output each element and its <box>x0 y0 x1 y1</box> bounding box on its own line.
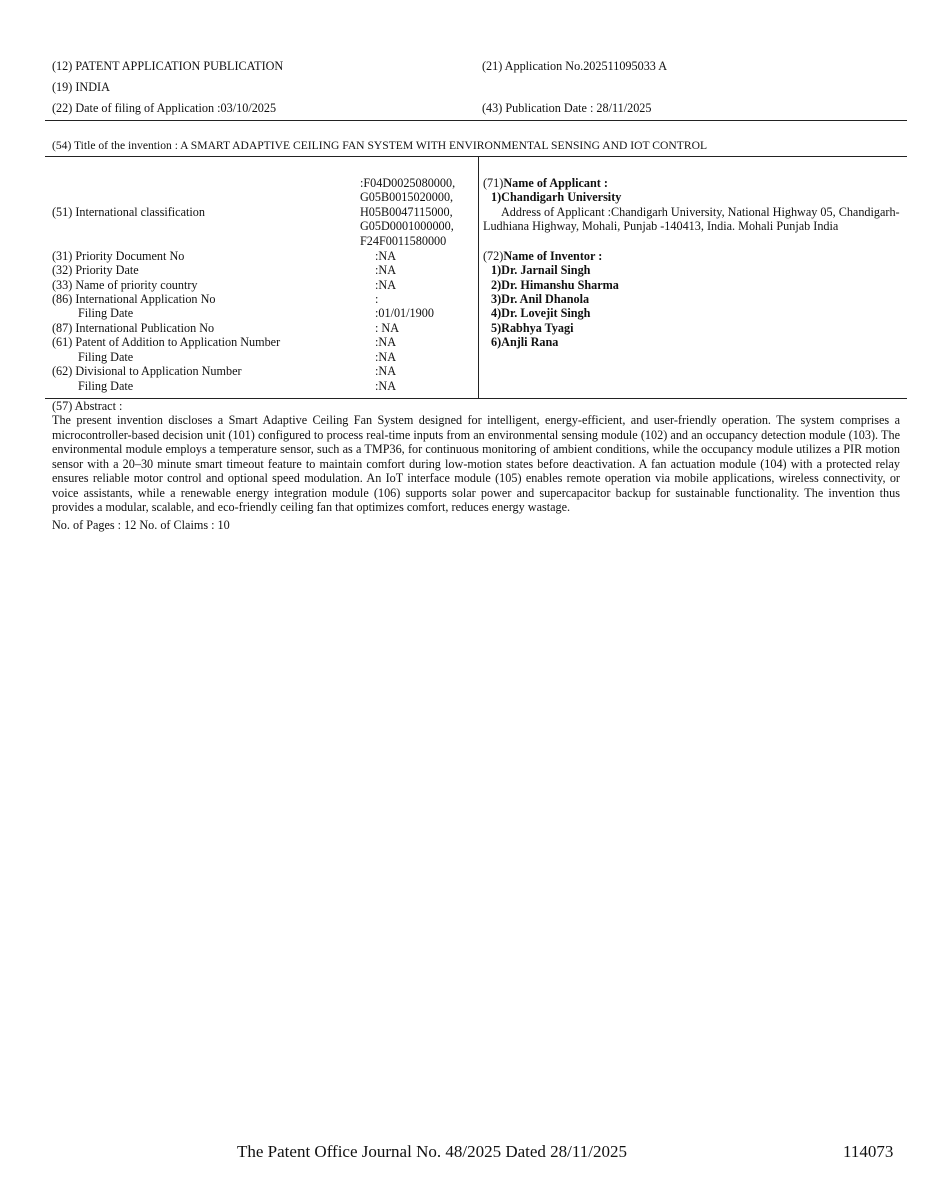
inventor-name: 1)Dr. Jarnail Singh <box>491 263 591 277</box>
abstract-text: The present invention discloses a Smart Adaptive Ceiling Fan System designed for intelligent, energy-efficient, and user-friendly operation. The system comprises a microcontroller-based decision unit (101) configured to process real-time inputs from an environmental sensing module (102) and an occupancy detection module (103). The environmental module employs a temperature sensor, such as a TMP36, for continuous monitoring of ambient conditions, while the occupancy module utilizes a PIR motion sensor with a 20–30 minute smart timeout feature to maintain comfort during low-motion states before deactivation. A fan actuation module (104) with a protected relay ensures reliable motor control and optional speed modulation. An IoT interface module (105) enables remote operation via mobile applications, wireless connectivity, or voice assistants, while a renewable energy integration module (106) supports solar power and supercapacitor backup for sustainable functionality. The invention thus provides a modular, scalable, and eco-friendly ceiling fan that optimizes comfort, reduces energy wastage. <box>52 413 900 514</box>
field-label: (86) International Application No <box>52 292 216 306</box>
application-number: (21) Application No.202511095033 A <box>482 59 668 73</box>
field-value: :NA <box>375 379 396 393</box>
classification-value: F24F0011580000 <box>360 234 447 248</box>
field-value: : NA <box>375 321 400 335</box>
field-value: :NA <box>375 350 396 364</box>
field-label: Filing Date <box>78 306 134 320</box>
filing-date: (22) Date of filing of Application :03/10/2025 <box>52 101 277 115</box>
field-label: (31) Priority Document No <box>52 249 185 263</box>
inventor-name: 3)Dr. Anil Dhanola <box>491 292 590 306</box>
applicant-heading <box>483 176 913 190</box>
divider-bottom <box>45 398 907 399</box>
inventor-name: 2)Dr. Himanshu Sharma <box>491 278 619 292</box>
applicant-address: Address of Applicant :Chandigarh University, National Highway 05, Chandigarh-Ludhiana Highway, Mohali, Punjab -140413, India. Mohali Punjab India <box>483 205 900 234</box>
classification-label: (51) International classification <box>52 205 205 219</box>
applicant-code: (71) <box>483 176 504 190</box>
inventor-name: 5)Rabhya Tyagi <box>491 321 574 335</box>
applicant-name: 1)Chandigarh University <box>491 190 622 204</box>
field-value: :NA <box>375 278 396 292</box>
field-label: (32) Priority Date <box>52 263 139 277</box>
publication-type: (12) PATENT APPLICATION PUBLICATION <box>52 59 284 73</box>
field-label: Filing Date <box>78 350 134 364</box>
field-value: :NA <box>375 263 396 277</box>
inventor-heading <box>483 249 913 263</box>
field-value: :NA <box>375 249 396 263</box>
abstract-heading: (57) Abstract : <box>52 399 123 413</box>
divider-top <box>45 120 907 121</box>
classification-value: G05B0015020000, <box>360 190 454 204</box>
field-value: :NA <box>375 335 396 349</box>
classification-value: H05B0047115000, <box>360 205 453 219</box>
classification-value: G05D0001000000, <box>360 219 454 233</box>
invention-title: (54) Title of the invention : A SMART ADAPTIVE CEILING FAN SYSTEM WITH ENVIRONMENTAL SENSING AND IOT CONTROL <box>52 139 708 152</box>
field-value: :01/01/1900 <box>375 306 434 320</box>
field-value: : <box>375 292 379 306</box>
divider-title <box>45 156 907 157</box>
inventor-name: 6)Anjli Rana <box>491 335 559 349</box>
field-label: (87) International Publication No <box>52 321 215 335</box>
country: (19) INDIA <box>52 80 110 94</box>
page-number: 114073 <box>843 1142 894 1161</box>
applicant-heading-text: Name of Applicant : <box>503 176 608 190</box>
pages-claims: No. of Pages : 12 No. of Claims : 10 <box>52 518 230 532</box>
field-label: (33) Name of priority country <box>52 278 198 292</box>
field-label: Filing Date <box>78 379 134 393</box>
inventor-code: (72) <box>483 249 504 263</box>
column-divider <box>478 156 479 398</box>
journal-footer: The Patent Office Journal No. 48/2025 Dated 28/11/2025 <box>237 1142 627 1161</box>
field-label: (62) Divisional to Application Number <box>52 364 242 378</box>
classification-value: :F04D0025080000, <box>360 176 456 190</box>
field-value: :NA <box>375 364 396 378</box>
field-label: (61) Patent of Addition to Application Number <box>52 335 281 349</box>
inventor-name: 4)Dr. Lovejit Singh <box>491 306 591 320</box>
inventor-heading-text: Name of Inventor : <box>503 249 603 263</box>
publication-date: (43) Publication Date : 28/11/2025 <box>482 101 652 115</box>
